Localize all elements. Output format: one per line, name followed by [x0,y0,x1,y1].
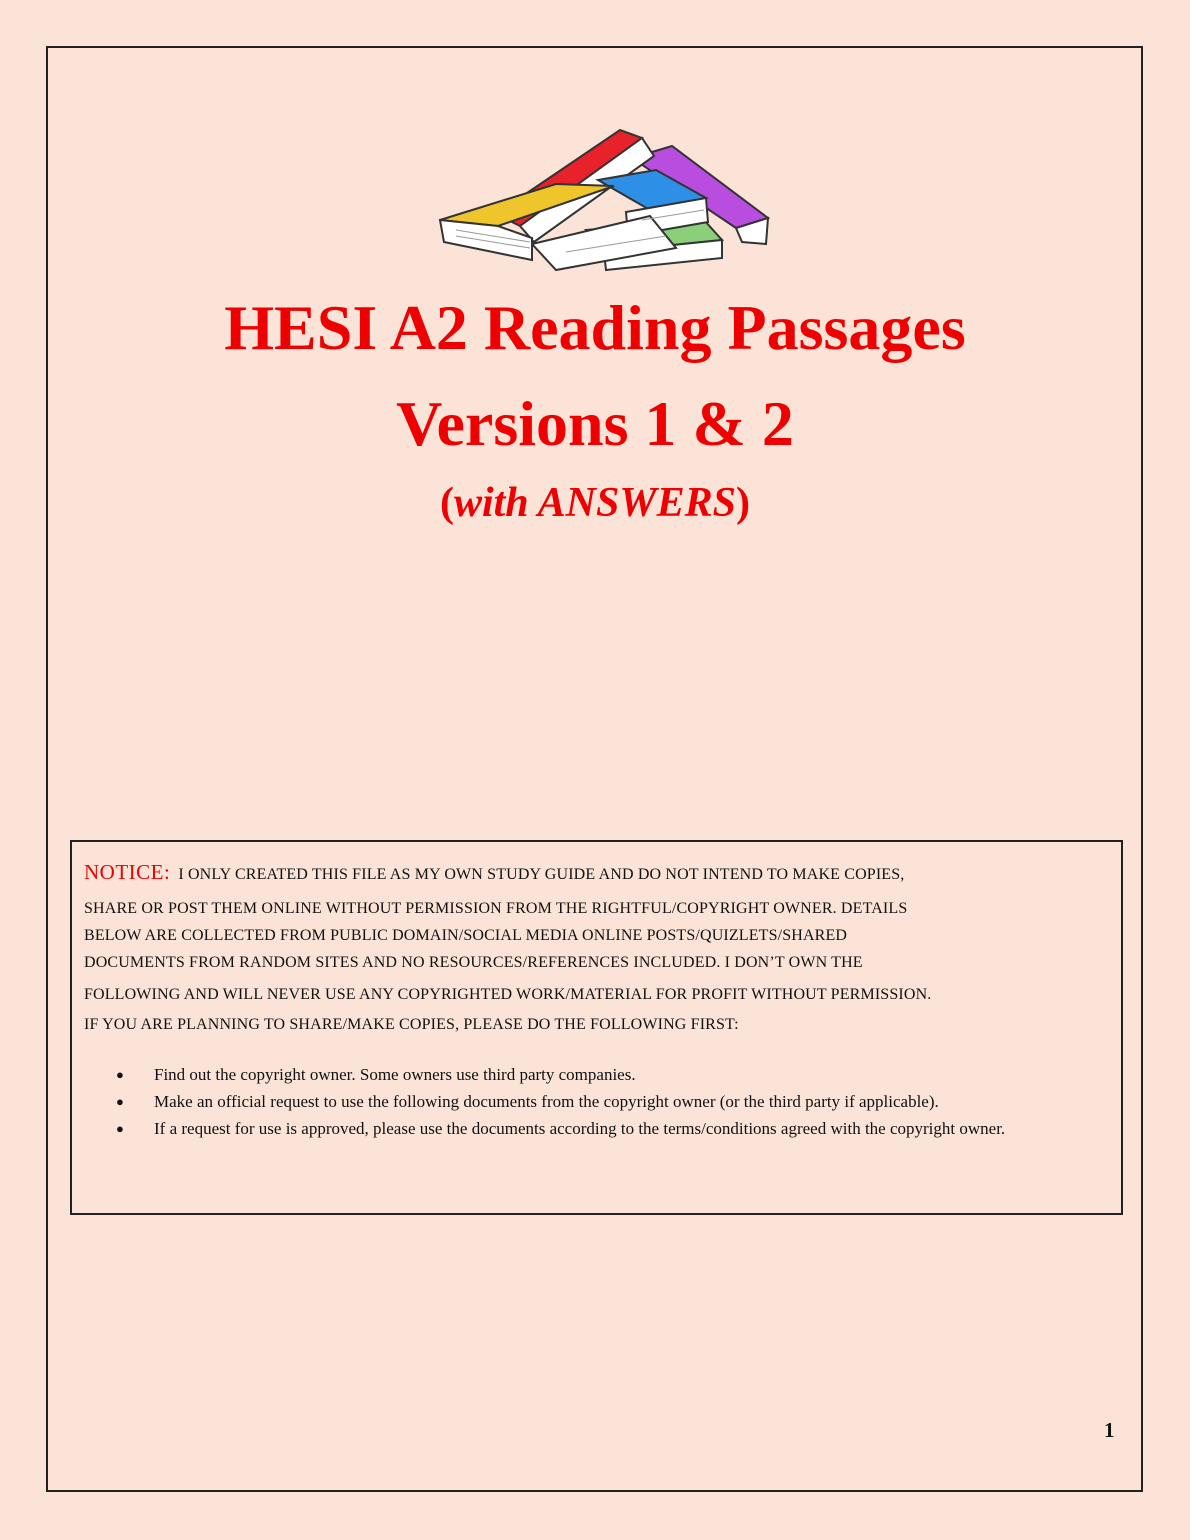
notice-line-6: IF YOU ARE PLANNING TO SHARE/MAKE COPIES, PLEASE DO THE FOLLOWING FIRST: [84,1016,739,1033]
notice-line-2: SHARE OR POST THEM ONLINE WITHOUT PERMISSION FROM THE RIGHTFUL/COPYRIGHT OWNER. DETAILS [84,900,908,917]
notice-line-4: DOCUMENTS FROM RANDOM SITES AND NO RESOURCES/REFERENCES INCLUDED. I DON’T OWN THE [84,954,863,971]
bullet-icon: ● [116,1121,124,1136]
notice-line-1: NOTICE: I ONLY CREATED THIS FILE AS MY OWN STUDY GUIDE AND DO NOT INTEND TO MAKE COPIES, [84,860,905,884]
bullet-icon: ● [116,1094,124,1109]
document-subtitle-versions: Versions 1 & 2 [396,388,794,459]
notice-line-5: FOLLOWING AND WILL NEVER USE ANY COPYRIGHTED WORK/MATERIAL FOR PROFIT WITHOUT PERMISSION. [84,986,932,1003]
notice-line-3: BELOW ARE COLLECTED FROM PUBLIC DOMAIN/SOCIAL MEDIA ONLINE POSTS/QUIZLETS/SHARED [84,927,848,944]
bullet-icon: ● [116,1067,124,1082]
subtitle-italic: with ANSWERS [453,480,737,526]
list-item: ● Find out the copyright owner. Some owners use third party companies. [116,1062,1106,1088]
page-number: 1 [1104,1418,1115,1442]
list-item: ● If a request for use is approved, please use the documents according to the terms/conditions agreed with the copyright owner. [116,1116,1106,1142]
list-item: ● Make an official request to use the following documents from the copyright owner (or the third party if applicable). [116,1089,1106,1115]
document-title: HESI A2 Reading Passages [224,292,966,363]
notice-box [70,840,1123,1215]
notice-label: NOTICE: [84,860,171,884]
stack-of-books-icon [436,118,772,274]
document-subtitle-answers: (with ANSWERS) [439,480,751,526]
notice-bullet-list [116,1062,1106,1143]
